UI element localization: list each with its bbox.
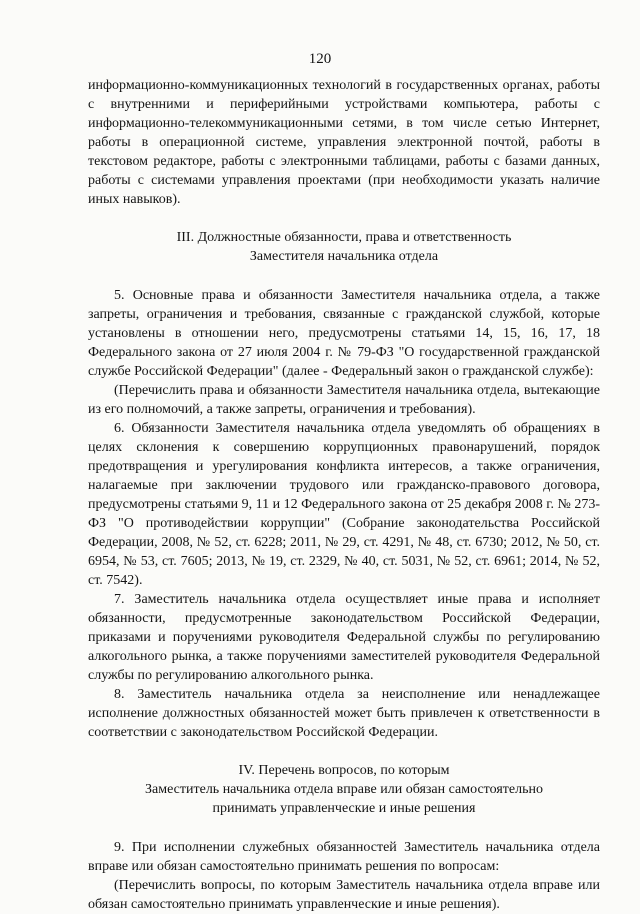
intro-paragraph: информационно-коммуникационных технологий в государственных органах, работы с внутренними и периферийными устройствами компьютера, работы с информационно-телекоммуникационными сетями, в том числе сетью Интернет, работы в операционной системе, управления электронной почтой, работы в текстовом редакторе, работы с электронными таблицами, работы с базами данных, работы с системами управления проектами (при необходимости указать наличие иных навыков). <box>88 78 600 207</box>
paragraph-6: 6. Обязанности Заместителя начальника отдела уведомлять об обращениях в целях склонения к совершению коррупционных правонарушений, порядок предотвращения и урегулирования конфликта интересов, а также ограничения, налагаемые при заключении трудового или гражданско-правового договора, предусмотрены статьями 9, 11 и 12 Федерального закона от 25 декабря 2008 г. № 273-ФЗ "О противодействии коррупции" (Собрание законодательства Российской Федерации, 2008, № 52, ст. 6228; 2011, № 29, ст. 4291, № 48, ст. 6730; 2012, № 50, ст. 6954, № 53, ст. 7605; 2013, № 19, ст. 2329, № 40, ст. 5031, № 52, ст. 6961; 2014, № 52, ст. 7542). <box>88 421 600 588</box>
paragraph-9: 9. При исполнении служебных обязанностей Заместитель начальника отдела вправе или обязан самостоятельно принимать решения по вопросам: <box>88 840 600 874</box>
body-text <box>88 76 600 209</box>
paragraph-9-note: (Перечислить вопросы, по которым Заместитель начальника отдела вправе или обязан самостоятельно принимать управленческие и иные решения). <box>88 878 600 912</box>
paragraph-8: 8. Заместитель начальника отдела за неисполнение или ненадлежащее исполнение должностных обязанностей может быть привлечен к ответственности в соответствии с законодательством Российской Федерации. <box>88 687 600 740</box>
paragraph-5-note: (Перечислить права и обязанности Заместителя начальника отдела, вытекающие из его полномочий, а также запреты, ограничения и требования). <box>88 383 600 417</box>
page-number: 120 <box>308 51 332 67</box>
section-4-title-line-3: принимать управленческие и иные решения <box>212 801 476 816</box>
section-3-title-line-2: Заместителя начальника отдела <box>249 249 439 264</box>
paragraph-7: 7. Заместитель начальника отдела осуществляет иные права и исполняет обязанности, предусмотренные законодательством Российской Федерации, приказами и поручениями руководителя Федеральной службы по регулированию алкогольного рынка, а также поручениями заместителей руководителя Федеральной службы по регулированию алкогольного рынка. <box>88 592 600 683</box>
section-4-title-line-2: Заместитель начальника отдела вправе или обязан самостоятельно <box>145 782 543 797</box>
section-4-heading <box>88 761 600 818</box>
section-3-body <box>88 286 600 742</box>
section-3-heading <box>88 228 600 266</box>
paragraph-5: 5. Основные права и обязанности Заместителя начальника отдела, а также запреты, ограничения и требования, связанные с гражданской службой, которые установлены в отношении него, предусмотрены статьями 14, 15, 16, 17, 18 Федерального закона от 27 июля 2004 г. № 79-ФЗ "О государственной гражданской службе Российской Федерации" (далее - Федеральный закон о гражданской службе): <box>88 288 600 379</box>
section-4-title-line-1: IV. Перечень вопросов, по которым <box>238 763 450 778</box>
section-4-body <box>88 838 600 914</box>
section-3-title-line-1: III. Должностные обязанности, права и ответственность <box>176 230 512 245</box>
